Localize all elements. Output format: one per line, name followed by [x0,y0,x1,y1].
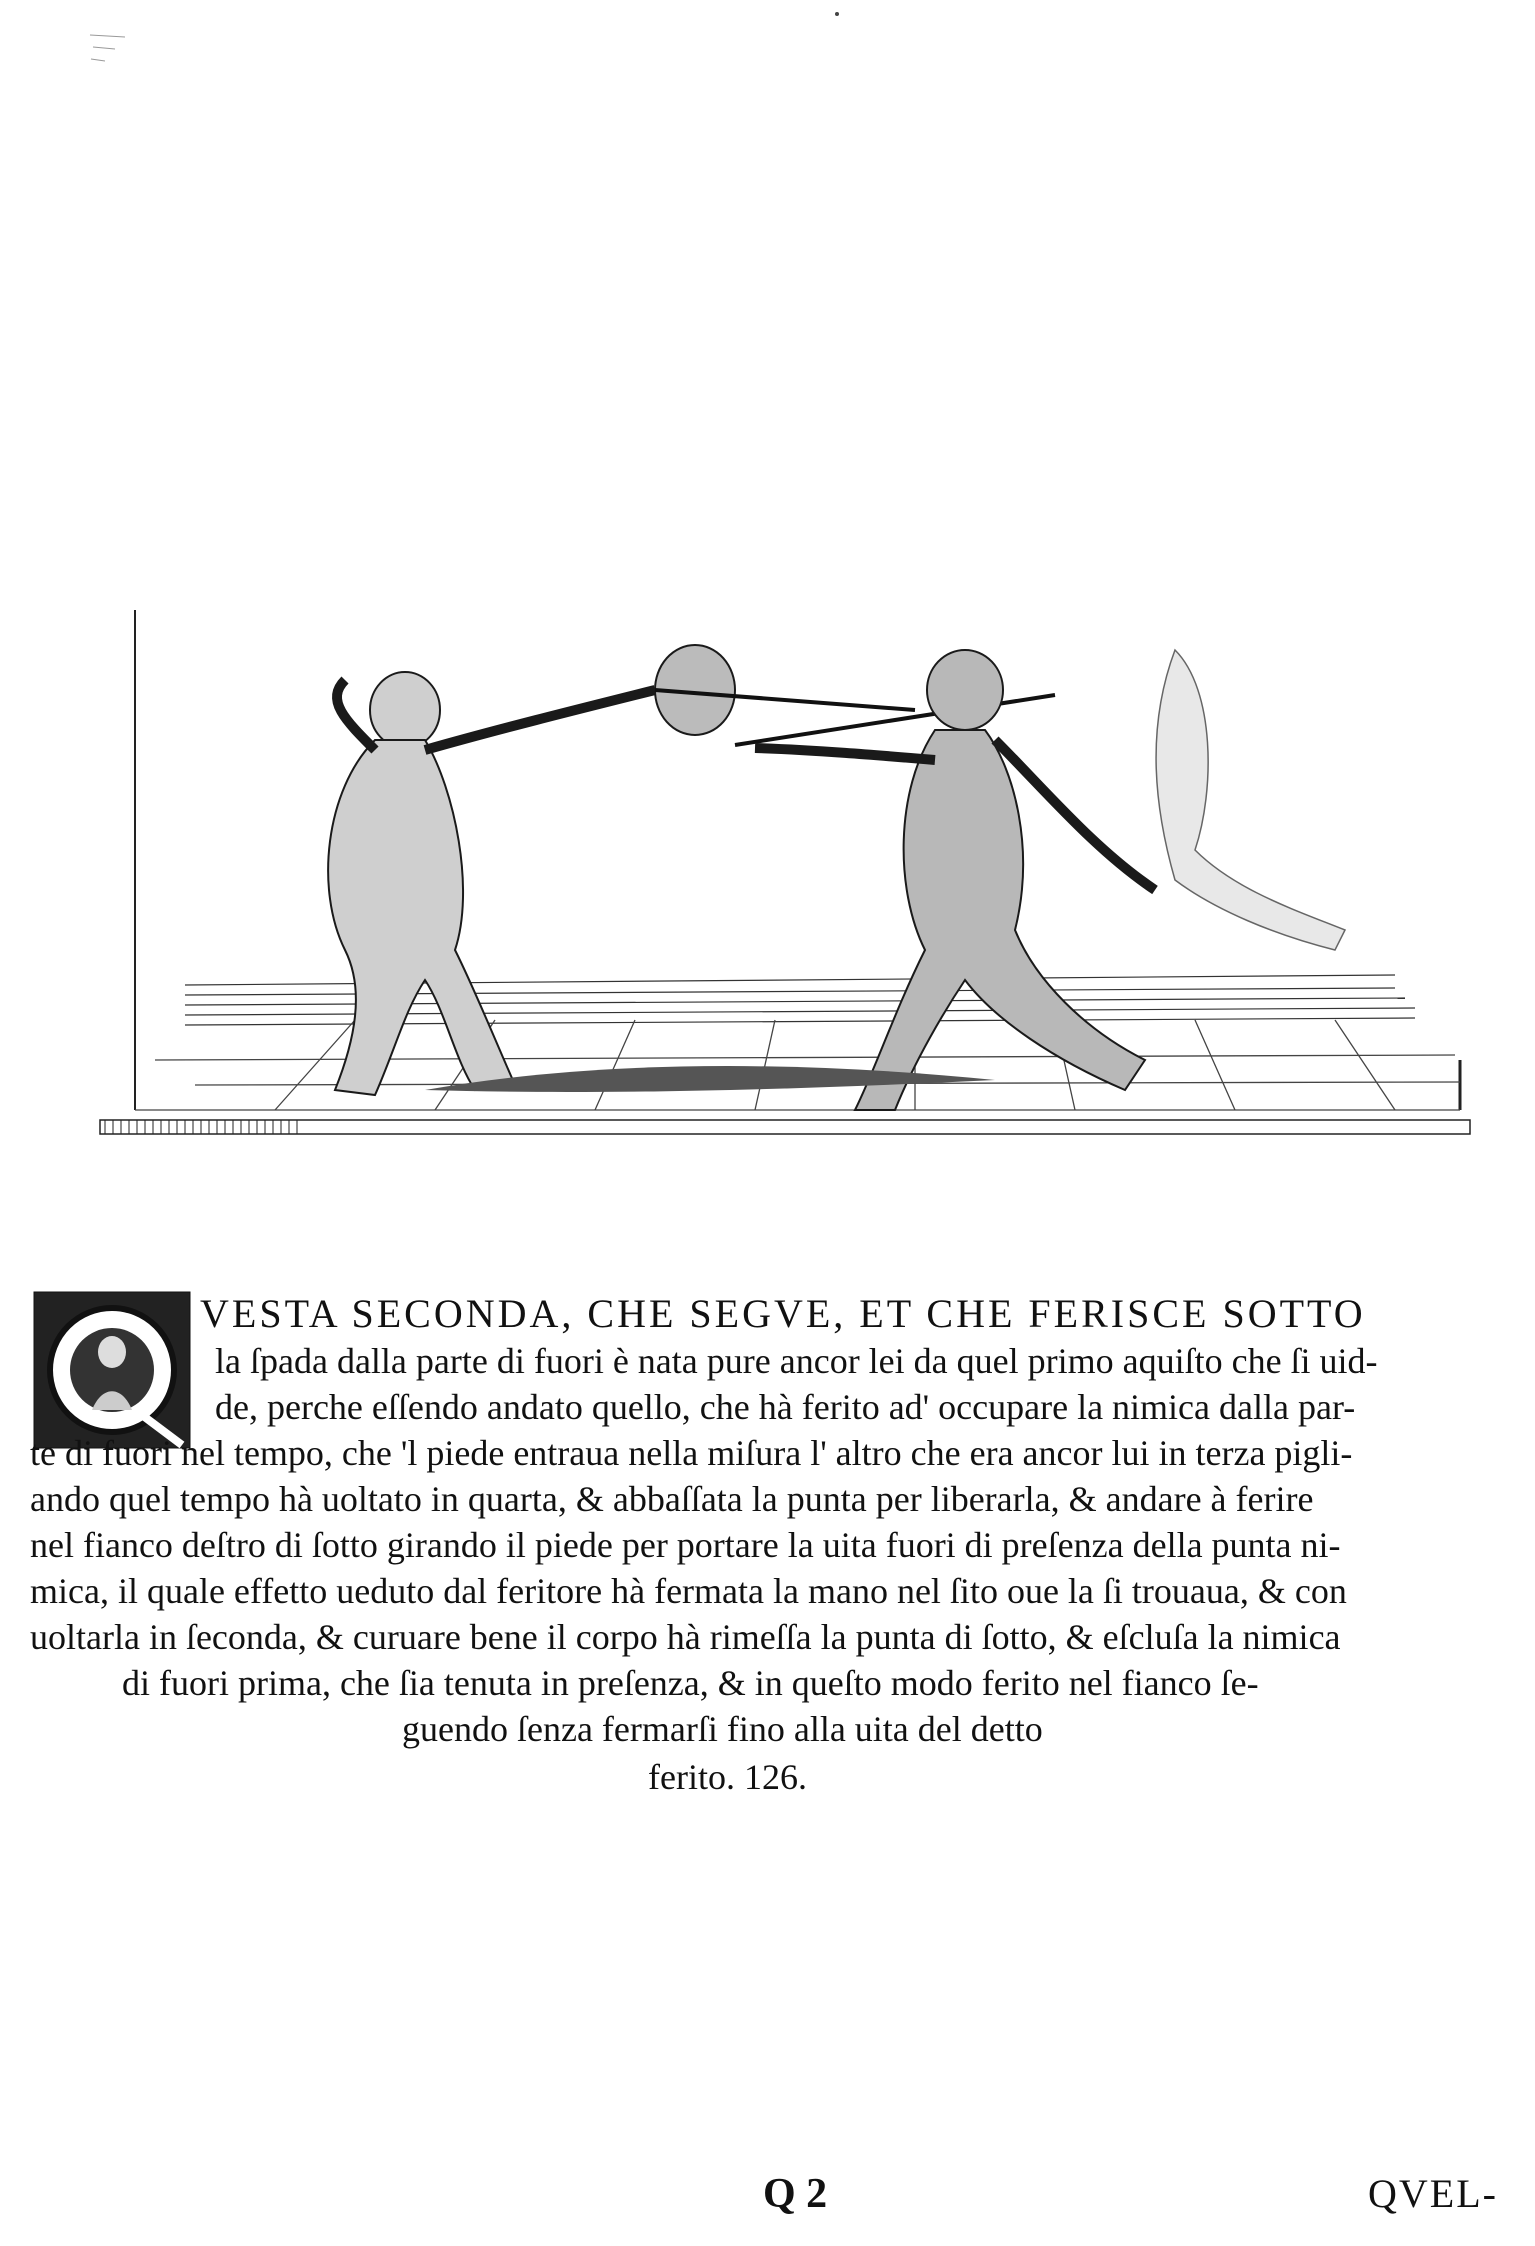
first-line-caps: VESTA SECONDA, CHE SEGVE, ET CHE FERISCE SOTTO [200,1291,1366,1336]
faint-mark [85,25,195,75]
text-line: la ſpada dalla parte di fuori è nata pure ancor lei da quel primo aquiſto che ſi uid- [215,1341,1378,1381]
decorated-initial-q [32,1290,192,1450]
text-line: ando quel tempo hà uoltato in quarta, & abbaſſata la punta per liberarla, & andare à ferire [30,1479,1314,1519]
fencing-illustration [95,590,1475,1150]
text-line: ferito. 126. [648,1757,807,1797]
text-line: di fuori prima, che ſia tenuta in preſenza, & in queſto modo ferito nel fianco ſe- [122,1663,1259,1703]
engraving-image [95,590,1475,1150]
ink-speck [835,12,839,16]
text-line: uoltarla in ſeconda, & curuare bene il corpo hà rimeſſa la punta di ſotto, & eſcluſa la nimica [30,1617,1341,1657]
text-line: nel fianco deſtro di ſotto girando il piede per portare la uita fuori di preſenza della punta ni- [30,1525,1341,1565]
text-line: te di fuori nel tempo, che 'l piede entraua nella miſura l' altro che era ancor lui in terza pigli- [30,1433,1353,1473]
signature-mark: Q 2 [763,2171,828,2217]
text-line: guendo ſenza fermarſi fino alla uita del detto [402,1709,1043,1749]
text-line: mica, il quale effetto ueduto dal feritore hà fermata la mano nel ſito oue la ſi trouaua, & con [30,1571,1347,1611]
text-line: de, perche eſſendo andato quello, che hà ferito ad' occupare la nimica dalla par- [215,1387,1356,1427]
catchword: QVEL- [1368,2171,1498,2216]
